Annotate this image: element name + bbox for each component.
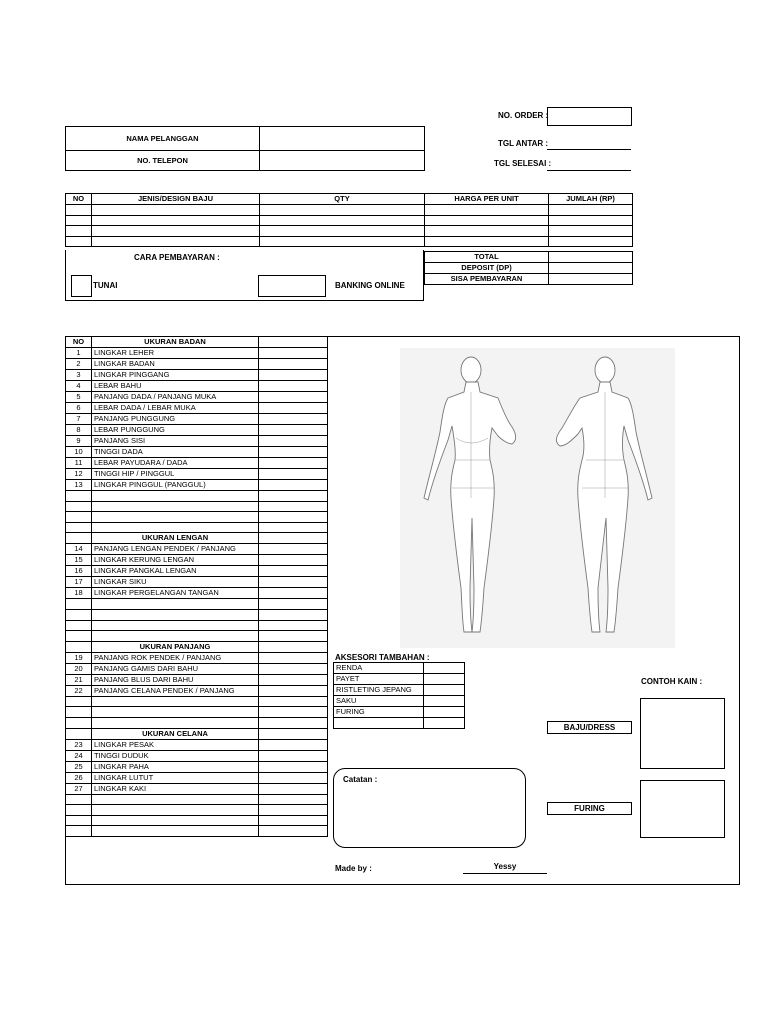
table-row: [66, 794, 328, 805]
measure-no: 14: [66, 544, 92, 555]
measure-no: 11: [66, 458, 92, 469]
measure-no: 2: [66, 359, 92, 370]
table-row: [66, 359, 328, 370]
baju-dress-fabric-box[interactable]: [640, 698, 725, 769]
measure-label: PANJANG SISI: [92, 436, 259, 447]
no-telepon-label: NO. TELEPON: [66, 151, 260, 171]
table-row: [66, 566, 328, 577]
aksesori-payet: PAYET: [334, 674, 424, 685]
table-row: [66, 215, 633, 226]
measure-value-field[interactable]: [259, 674, 328, 685]
nama-pelanggan-label: NAMA PELANGGAN: [66, 127, 260, 151]
measure-no: 17: [66, 577, 92, 588]
aksesori-renda: RENDA: [334, 663, 424, 674]
tgl-selesai-label: TGL SELESAI :: [494, 159, 552, 168]
order-col-harga: HARGA PER UNIT: [425, 194, 549, 205]
measure-label: LINGKAR PAHA: [92, 761, 259, 772]
measure-value-field[interactable]: [259, 381, 328, 392]
table-row: [66, 631, 328, 642]
deposit-label: DEPOSIT (DP): [425, 263, 549, 274]
table-row: [66, 480, 328, 491]
table-row: [66, 696, 328, 707]
table-row: [66, 522, 328, 533]
measure-no: 12: [66, 469, 92, 480]
table-row: [66, 805, 328, 816]
order-col-jumlah: JUMLAH (RP): [549, 194, 633, 205]
measure-label: PANJANG CELANA PENDEK / PANJANG: [92, 685, 259, 696]
aksesori-furing: FURING: [334, 707, 424, 718]
measure-no: 19: [66, 652, 92, 663]
table-row: [66, 588, 328, 599]
measure-label: LINGKAR PINGGUL (PANGGUL): [92, 480, 259, 491]
measure-label: PANJANG LENGAN PENDEK / PANJANG: [92, 544, 259, 555]
tunai-label: TUNAI: [93, 281, 118, 290]
made-by-label: Made by :: [335, 864, 372, 873]
measure-value-field[interactable]: [259, 370, 328, 381]
no-order-label: NO. ORDER :: [498, 111, 549, 120]
tunai-checkbox[interactable]: [71, 275, 92, 297]
total-label: TOTAL: [425, 252, 549, 263]
measure-label: PANJANG BLUS DARI BAHU: [92, 674, 259, 685]
measure-value-field[interactable]: [259, 555, 328, 566]
measure-no: 13: [66, 480, 92, 491]
measure-no: 10: [66, 447, 92, 458]
table-row: [66, 392, 328, 403]
mannequin-sketch: [400, 348, 675, 648]
measure-label: LINGKAR KAKI: [92, 783, 259, 794]
measure-value-field[interactable]: [259, 588, 328, 599]
table-row: [66, 599, 328, 610]
measure-value-field[interactable]: [259, 772, 328, 783]
measure-value-field[interactable]: [259, 458, 328, 469]
measure-section-title: UKURAN BADAN: [92, 337, 259, 348]
measure-value-field[interactable]: [259, 750, 328, 761]
table-row: [66, 739, 328, 750]
sisa-field[interactable]: [549, 274, 633, 285]
table-row: [66, 205, 633, 216]
aksesori-saku: SAKU: [334, 696, 424, 707]
measure-no: 15: [66, 555, 92, 566]
sisa-label: SISA PEMBAYARAN: [425, 274, 549, 285]
table-row: [66, 348, 328, 359]
section-header-row: [66, 533, 328, 544]
measure-label: LEBAR PUNGGUNG: [92, 425, 259, 436]
measure-value-field[interactable]: [259, 425, 328, 436]
measure-label: LINGKAR BADAN: [92, 359, 259, 370]
table-row: [66, 501, 328, 512]
table-row: [66, 512, 328, 523]
no-order-field[interactable]: [547, 107, 632, 126]
aksesori-table: [333, 662, 465, 729]
customer-table: [65, 126, 425, 171]
measure-section-title: UKURAN LENGAN: [92, 533, 259, 544]
measure-no: 21: [66, 674, 92, 685]
catatan-label: Catatan :: [343, 775, 378, 784]
cara-pembayaran-label: CARA PEMBAYARAN :: [134, 253, 220, 262]
table-row: [66, 236, 633, 247]
measure-value-field[interactable]: [259, 685, 328, 696]
made-by-value: Yessy: [463, 862, 547, 874]
measure-no: 18: [66, 588, 92, 599]
measure-no-header: [66, 728, 92, 739]
table-row: [66, 609, 328, 620]
measure-no: 27: [66, 783, 92, 794]
tgl-antar-label: TGL ANTAR :: [498, 139, 549, 148]
table-row: [66, 620, 328, 631]
measure-label: TINGGI DUDUK: [92, 750, 259, 761]
table-row: [66, 436, 328, 447]
measure-no: 26: [66, 772, 92, 783]
measure-value-field[interactable]: [259, 480, 328, 491]
banking-online-label: BANKING ONLINE: [335, 281, 405, 290]
measure-value-field[interactable]: [259, 403, 328, 414]
nama-pelanggan-field[interactable]: [260, 127, 425, 151]
table-row: [66, 425, 328, 436]
measure-label: TINGGI DADA: [92, 447, 259, 458]
total-field[interactable]: [549, 252, 633, 263]
measure-value-field[interactable]: [259, 359, 328, 370]
measure-no: 8: [66, 425, 92, 436]
section-header-row: [66, 337, 328, 348]
measure-label: LINGKAR LEHER: [92, 348, 259, 359]
measure-label: LINGKAR SIKU: [92, 577, 259, 588]
furing-fabric-box[interactable]: [640, 780, 725, 838]
order-table: [65, 193, 633, 247]
table-row: [66, 458, 328, 469]
table-row: [66, 772, 328, 783]
measure-label: TINGGI HIP / PINGGUL: [92, 469, 259, 480]
measure-no: 3: [66, 370, 92, 381]
measure-no: 7: [66, 414, 92, 425]
table-row: [66, 447, 328, 458]
table-row: [66, 761, 328, 772]
table-row: [66, 226, 633, 237]
measure-label: PANJANG ROK PENDEK / PANJANG: [92, 652, 259, 663]
table-row: [66, 685, 328, 696]
measurement-table: [65, 336, 328, 837]
measure-section-title: UKURAN CELANA: [92, 728, 259, 739]
order-col-qty: QTY: [260, 194, 425, 205]
measure-value-field[interactable]: [259, 414, 328, 425]
measure-value-field[interactable]: [259, 436, 328, 447]
measure-value-field[interactable]: [259, 577, 328, 588]
no-telepon-field[interactable]: [260, 151, 425, 171]
banking-online-checkbox[interactable]: [258, 275, 326, 297]
table-row: [66, 491, 328, 502]
aksesori-title: AKSESORI TAMBAHAN :: [335, 653, 430, 662]
measure-label: LINGKAR LUTUT: [92, 772, 259, 783]
measure-label: LEBAR BAHU: [92, 381, 259, 392]
table-row: [66, 370, 328, 381]
payment-box: [65, 250, 424, 301]
measure-no: 5: [66, 392, 92, 403]
measure-value-field[interactable]: [259, 652, 328, 663]
measure-no-header: [66, 533, 92, 544]
table-row: [66, 469, 328, 480]
table-row: [66, 815, 328, 826]
measure-value-field[interactable]: [259, 392, 328, 403]
order-col-jenis: JENIS/DESIGN BAJU: [92, 194, 260, 205]
measure-no: 6: [66, 403, 92, 414]
order-col-no: NO: [66, 194, 92, 205]
table-row: [66, 674, 328, 685]
measure-label: LINGKAR PANGKAL LENGAN: [92, 566, 259, 577]
measure-no-header: NO: [66, 337, 92, 348]
table-row: [66, 783, 328, 794]
table-row: [66, 381, 328, 392]
contoh-kain-label: CONTOH KAIN :: [641, 677, 703, 686]
measure-label: LEBAR PAYUDARA / DADA: [92, 458, 259, 469]
table-row: [66, 826, 328, 837]
measure-no: 4: [66, 381, 92, 392]
measure-no: 9: [66, 436, 92, 447]
measure-no: 24: [66, 750, 92, 761]
measure-value-field[interactable]: [259, 761, 328, 772]
measure-no: 25: [66, 761, 92, 772]
measure-label: PANJANG DADA / PANJANG MUKA: [92, 392, 259, 403]
measure-value-field[interactable]: [259, 469, 328, 480]
furing-label: FURING: [547, 802, 632, 815]
table-row: [66, 403, 328, 414]
table-row: [66, 577, 328, 588]
measure-section-title: UKURAN PANJANG: [92, 641, 259, 652]
measure-no: 23: [66, 739, 92, 750]
tgl-antar-field[interactable]: [547, 138, 631, 150]
measure-label: LINGKAR PERGELANGAN TANGAN: [92, 588, 259, 599]
deposit-field[interactable]: [549, 263, 633, 274]
measure-label: LEBAR DADA / LEBAR MUKA: [92, 403, 259, 414]
table-row: [66, 663, 328, 674]
table-row: [66, 750, 328, 761]
aksesori-ristleting: RISTLETING JEPANG: [334, 685, 424, 696]
baju-dress-label: BAJU/DRESS: [547, 721, 632, 734]
measure-value-field[interactable]: [259, 544, 328, 555]
table-row: [66, 544, 328, 555]
measure-no: 22: [66, 685, 92, 696]
table-row: [66, 555, 328, 566]
measure-value-field[interactable]: [259, 566, 328, 577]
measure-label: PANJANG PUNGGUNG: [92, 414, 259, 425]
totals-table: [424, 251, 633, 285]
measure-label: LINGKAR KERUNG LENGAN: [92, 555, 259, 566]
table-row: [66, 414, 328, 425]
tgl-selesai-field[interactable]: [547, 159, 631, 171]
measure-value-field[interactable]: [259, 348, 328, 359]
measure-label: LINGKAR PESAK: [92, 739, 259, 750]
table-row: [66, 652, 328, 663]
table-row: [66, 717, 328, 728]
measure-value-field[interactable]: [259, 739, 328, 750]
measure-label: PANJANG GAMIS DARI BAHU: [92, 663, 259, 674]
measure-value-field[interactable]: [259, 663, 328, 674]
section-header-row: [66, 641, 328, 652]
section-header-row: [66, 728, 328, 739]
measure-no-header: [66, 641, 92, 652]
measure-no: 20: [66, 663, 92, 674]
measure-value-field[interactable]: [259, 447, 328, 458]
measure-no: 16: [66, 566, 92, 577]
measure-value-field[interactable]: [259, 783, 328, 794]
sketch-background: [400, 348, 675, 648]
measure-label: LINGKAR PINGGANG: [92, 370, 259, 381]
table-row: [66, 707, 328, 718]
measure-no: 1: [66, 348, 92, 359]
